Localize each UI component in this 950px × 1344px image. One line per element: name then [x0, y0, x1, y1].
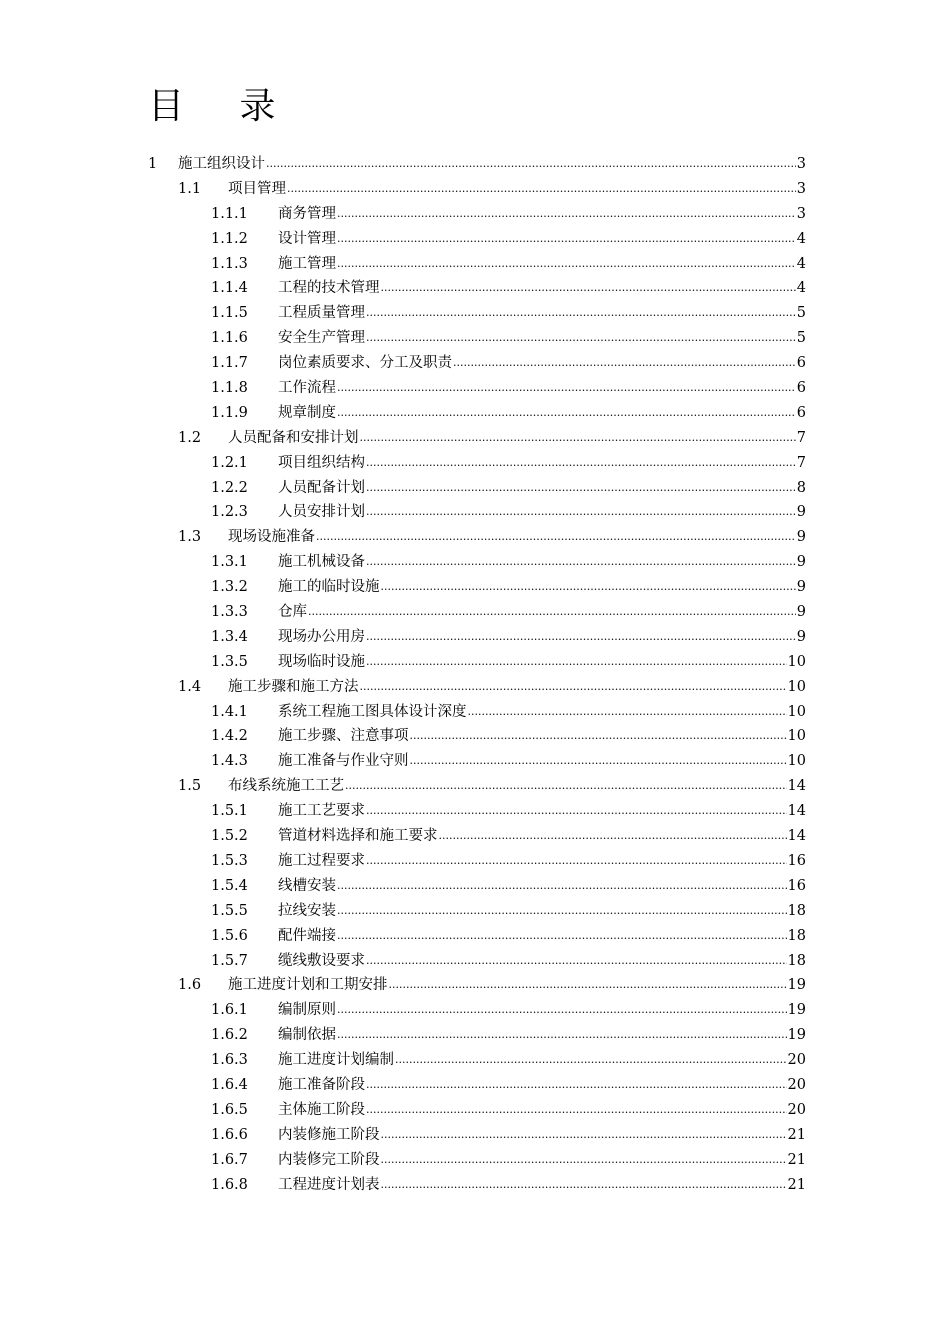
- toc-dot-leader: [266, 152, 796, 177]
- toc-dot-leader: [381, 1148, 787, 1173]
- toc-entry[interactable]: [0, 252, 950, 277]
- toc-entry-number: 1.2.3: [211, 504, 248, 521]
- toc-entry-page: 4: [796, 255, 806, 272]
- toc-entry-line: [278, 1123, 806, 1149]
- toc-entry-page: 16: [787, 877, 806, 894]
- toc-entry-line: [278, 824, 806, 850]
- toc-entry-page: 16: [787, 852, 806, 869]
- toc-dot-leader: [395, 1048, 787, 1073]
- toc-entry-page: 21: [787, 1126, 806, 1143]
- toc-dot-leader: [410, 724, 787, 749]
- toc-entry-text: 拉线安装: [278, 902, 336, 919]
- toc-entry-number: 1.6.1: [211, 1002, 248, 1019]
- toc-dot-leader: [468, 700, 787, 725]
- toc-entry-page: 14: [787, 778, 806, 795]
- toc-entry[interactable]: [0, 426, 950, 451]
- toc-entry-number: 1.4.2: [211, 728, 248, 745]
- toc-entry[interactable]: [0, 749, 950, 774]
- toc-dot-leader: [389, 973, 787, 998]
- toc-dot-leader: [337, 874, 787, 899]
- toc-entry[interactable]: [0, 849, 950, 874]
- toc-entry-line: [278, 700, 806, 726]
- toc-entry-line: [278, 376, 806, 402]
- toc-entry-text: 布线系统施工工艺: [228, 778, 344, 795]
- toc-entry[interactable]: [0, 1098, 950, 1123]
- toc-entry-line: [278, 276, 806, 302]
- toc-entry-number: 1.4.3: [211, 753, 248, 770]
- toc-dot-leader: [381, 575, 796, 600]
- toc-dot-leader: [337, 899, 787, 924]
- toc-entry-text: 人员安排计划: [278, 504, 365, 521]
- toc-entry-text: 施工过程要求: [278, 852, 365, 869]
- toc-entry-number: 1.1: [178, 180, 202, 197]
- toc-entry-number: 1.4.1: [211, 703, 248, 720]
- toc-dot-leader: [337, 227, 796, 252]
- toc-dot-leader: [453, 351, 796, 376]
- toc-entry-line: [278, 252, 806, 278]
- toc-dot-leader: [366, 301, 796, 326]
- toc-dot-leader: [366, 1073, 787, 1098]
- toc-entry-line: [278, 949, 806, 975]
- toc-entry[interactable]: [0, 476, 950, 501]
- toc-dot-leader: [366, 1098, 787, 1123]
- toc-dot-leader: [337, 1023, 787, 1048]
- toc-entry-line: [228, 774, 806, 800]
- toc-entry-text: 内装修完工阶段: [278, 1151, 380, 1168]
- toc-entry-text: 内装修施工阶段: [278, 1126, 380, 1143]
- toc-entry-page: 9: [796, 554, 806, 571]
- toc-entry-page: 18: [787, 952, 806, 969]
- toc-entry-number: 1.1.7: [211, 355, 248, 372]
- toc-entry-text: 安全生产管理: [278, 330, 365, 347]
- toc-entry[interactable]: [0, 774, 950, 799]
- toc-dot-leader: [366, 625, 796, 650]
- toc-dot-leader: [366, 550, 796, 575]
- toc-entry[interactable]: [0, 177, 950, 202]
- toc-entry-page: 9: [796, 504, 806, 521]
- toc-entry[interactable]: [0, 924, 950, 949]
- toc-entry-line: [278, 202, 806, 228]
- toc-entry[interactable]: [0, 1023, 950, 1048]
- toc-entry-page: 10: [787, 653, 806, 670]
- toc-entry-text: 编制原则: [278, 1002, 336, 1019]
- toc-entry-line: [278, 724, 806, 750]
- toc-dot-leader: [287, 177, 796, 202]
- toc-entry-number: 1.5.4: [211, 877, 248, 894]
- toc-entry[interactable]: [0, 1073, 950, 1098]
- toc-entry[interactable]: [0, 600, 950, 625]
- toc-entry-line: [278, 924, 806, 950]
- toc-entry[interactable]: [0, 500, 950, 525]
- toc-entry-page: 14: [787, 828, 806, 845]
- toc-entry[interactable]: [0, 1148, 950, 1173]
- toc-dot-leader: [345, 774, 787, 799]
- toc-entry[interactable]: [0, 998, 950, 1023]
- toc-entry-page: 19: [787, 977, 806, 994]
- toc-entry-number: 1.6: [178, 977, 202, 994]
- toc-entry-page: 9: [796, 628, 806, 645]
- toc-entry-line: [228, 973, 806, 999]
- toc-dot-leader: [366, 500, 796, 525]
- toc-entry-line: [278, 749, 806, 775]
- toc-entry-text: 人员配备计划: [278, 479, 365, 496]
- toc-entry-number: 1.2: [178, 429, 202, 446]
- toc-entry-line: [278, 476, 806, 502]
- toc-entry-text: 规章制度: [278, 404, 336, 421]
- toc-entry-page: 6: [796, 404, 806, 421]
- toc-entry[interactable]: [0, 949, 950, 974]
- toc-dot-leader: [366, 799, 787, 824]
- toc-dot-leader: [410, 749, 787, 774]
- toc-entry[interactable]: [0, 376, 950, 401]
- toc-entry-page: 21: [787, 1151, 806, 1168]
- toc-entry-page: 20: [787, 1052, 806, 1069]
- toc-entry-line: [278, 451, 806, 477]
- toc-entry-line: [278, 1098, 806, 1124]
- toc-entry-line: [278, 600, 806, 626]
- toc-entry-text: 施工的临时设施: [278, 579, 380, 596]
- toc-dot-leader: [337, 924, 787, 949]
- toc-entry-number: 1.3: [178, 529, 202, 546]
- toc-entry-number: 1.3.3: [211, 604, 248, 621]
- toc-entry-text: 现场设施准备: [228, 529, 315, 546]
- toc-entry-page: 6: [796, 355, 806, 372]
- toc-list: [0, 152, 950, 1197]
- toc-entry-page: 20: [787, 1076, 806, 1093]
- toc-dot-leader: [366, 451, 796, 476]
- toc-entry-line: [278, 625, 806, 651]
- toc-entry-line: [278, 326, 806, 352]
- toc-entry-text: 缆线敷设要求: [278, 952, 365, 969]
- toc-entry-page: 14: [787, 803, 806, 820]
- toc-entry[interactable]: [0, 202, 950, 227]
- toc-entry-text: 编制依据: [278, 1027, 336, 1044]
- toc-entry-line: [228, 426, 806, 452]
- toc-entry-text: 线槽安装: [278, 877, 336, 894]
- toc-entry-page: 18: [787, 927, 806, 944]
- toc-entry-text: 项目组织结构: [278, 454, 365, 471]
- toc-dot-leader: [337, 252, 796, 277]
- toc-entry-text: 现场办公用房: [278, 628, 365, 645]
- toc-entry-number: 1.2.1: [211, 454, 248, 471]
- toc-entry-page: 18: [787, 902, 806, 919]
- toc-entry-line: [228, 525, 806, 551]
- toc-dot-leader: [337, 998, 787, 1023]
- toc-entry-page: 10: [787, 703, 806, 720]
- toc-entry-text: 施工进度计划和工期安排: [228, 977, 388, 994]
- toc-dot-leader: [337, 202, 796, 227]
- toc-dot-leader: [381, 1123, 787, 1148]
- toc-entry-line: [278, 1173, 806, 1199]
- toc-entry-line: [278, 500, 806, 526]
- toc-entry-text: 施工准备与作业守则: [278, 753, 409, 770]
- toc-dot-leader: [360, 675, 787, 700]
- toc-entry-line: [278, 1023, 806, 1049]
- toc-entry-line: [278, 998, 806, 1024]
- toc-entry-page: 6: [796, 380, 806, 397]
- toc-entry-number: 1.6.7: [211, 1151, 248, 1168]
- toc-entry-number: 1.6.3: [211, 1052, 248, 1069]
- toc-entry-number: 1.5: [178, 778, 202, 795]
- toc-entry-line: [278, 1048, 806, 1074]
- toc-entry-number: 1.1.9: [211, 404, 248, 421]
- toc-entry-line: [278, 575, 806, 601]
- toc-entry-page: 4: [796, 230, 806, 247]
- toc-entry-number: 1.1.4: [211, 280, 248, 297]
- toc-entry-text: 项目管理: [228, 180, 286, 197]
- toc-entry-page: 4: [796, 280, 806, 297]
- toc-entry-text: 工程的技术管理: [278, 280, 380, 297]
- toc-entry[interactable]: [0, 276, 950, 301]
- toc-entry-number: 1.3.1: [211, 554, 248, 571]
- toc-entry-line: [278, 849, 806, 875]
- toc-entry-number: 1.1.6: [211, 330, 248, 347]
- toc-title: 目 录: [148, 86, 298, 127]
- toc-entry-page: 5: [796, 305, 806, 322]
- toc-dot-leader: [366, 949, 787, 974]
- toc-entry[interactable]: [0, 152, 950, 177]
- toc-entry-text: 工作流程: [278, 380, 336, 397]
- toc-entry-number: 1.1.1: [211, 205, 248, 222]
- toc-entry-line: [278, 550, 806, 576]
- toc-dot-leader: [381, 1173, 787, 1198]
- toc-entry-number: 1.5.1: [211, 803, 248, 820]
- toc-entry-text: 现场临时设施: [278, 653, 365, 670]
- toc-entry-number: 1.5.5: [211, 902, 248, 919]
- toc-entry-page: 5: [796, 330, 806, 347]
- toc-entry[interactable]: [0, 973, 950, 998]
- toc-entry-text: 系统工程施工图具体设计深度: [278, 703, 467, 720]
- toc-dot-leader: [366, 650, 787, 675]
- toc-entry-line: [278, 401, 806, 427]
- toc-entry-number: 1.6.2: [211, 1027, 248, 1044]
- toc-entry[interactable]: [0, 1123, 950, 1148]
- toc-dot-leader: [360, 426, 796, 451]
- toc-entry-number: 1.6.8: [211, 1176, 248, 1193]
- toc-entry-page: 7: [796, 454, 806, 471]
- toc-entry-page: 8: [796, 479, 806, 496]
- toc-entry-text: 工程进度计划表: [278, 1176, 380, 1193]
- toc-entry-line: [278, 899, 806, 925]
- toc-dot-leader: [366, 326, 796, 351]
- toc-entry-page: 7: [796, 429, 806, 446]
- toc-entry-line: [278, 301, 806, 327]
- toc-entry-text: 设计管理: [278, 230, 336, 247]
- toc-entry-text: 施工组织设计: [178, 156, 265, 172]
- toc-entry-number: 1: [148, 156, 158, 172]
- toc-entry[interactable]: [0, 824, 950, 849]
- toc-entry-line: [278, 227, 806, 253]
- toc-entry-text: 工程质量管理: [278, 305, 365, 322]
- toc-entry-line: [278, 351, 806, 377]
- toc-entry-number: 1.6.5: [211, 1101, 248, 1118]
- toc-entry-page: 21: [787, 1176, 806, 1193]
- toc-dot-leader: [439, 824, 787, 849]
- toc-entry-number: 1.1.2: [211, 230, 248, 247]
- toc-entry[interactable]: [0, 1048, 950, 1073]
- toc-entry-line: [228, 675, 806, 701]
- toc-entry[interactable]: [0, 675, 950, 700]
- toc-entry[interactable]: [0, 227, 950, 252]
- toc-entry[interactable]: [0, 575, 950, 600]
- toc-entry[interactable]: [0, 525, 950, 550]
- toc-entry-page: 19: [787, 1002, 806, 1019]
- toc-entry-number: 1.3.5: [211, 653, 248, 670]
- toc-entry[interactable]: [0, 625, 950, 650]
- toc-entry-text: 岗位素质要求、分工及职责: [278, 355, 452, 372]
- toc-dot-leader: [337, 401, 796, 426]
- toc-entry-line: [278, 1073, 806, 1099]
- toc-entry-page: 9: [796, 604, 806, 621]
- toc-entry[interactable]: [0, 301, 950, 326]
- toc-entry[interactable]: [0, 550, 950, 575]
- toc-entry-number: 1.2.2: [211, 479, 248, 496]
- toc-entry-text: 仓库: [278, 604, 307, 621]
- toc-entry-number: 1.3.2: [211, 579, 248, 596]
- toc-entry-text: 施工工艺要求: [278, 803, 365, 820]
- toc-entry-line: [278, 874, 806, 900]
- toc-entry[interactable]: [0, 899, 950, 924]
- toc-entry[interactable]: [0, 799, 950, 824]
- toc-entry-number: 1.5.7: [211, 952, 248, 969]
- toc-entry-text: 配件端接: [278, 927, 336, 944]
- toc-entry[interactable]: [0, 326, 950, 351]
- toc-entry-page: 19: [787, 1027, 806, 1044]
- toc-entry-page: 9: [796, 579, 806, 596]
- toc-entry-page: 10: [787, 728, 806, 745]
- toc-entry[interactable]: [0, 650, 950, 675]
- toc-entry[interactable]: [0, 724, 950, 749]
- toc-entry-page: 20: [787, 1101, 806, 1118]
- toc-entry-number: 1.6.6: [211, 1126, 248, 1143]
- toc-entry-page: 10: [787, 678, 806, 695]
- toc-dot-leader: [308, 600, 796, 625]
- toc-dot-leader: [337, 376, 796, 401]
- toc-entry-page: 3: [796, 156, 806, 172]
- toc-entry-text: 主体施工阶段: [278, 1101, 365, 1118]
- toc-entry-line: [278, 650, 806, 676]
- toc-entry-text: 人员配备和安排计划: [228, 429, 359, 446]
- toc-entry-text: 施工机械设备: [278, 554, 365, 571]
- toc-entry-text: 施工进度计划编制: [278, 1052, 394, 1069]
- toc-dot-leader: [316, 525, 796, 550]
- toc-entry-text: 商务管理: [278, 205, 336, 222]
- toc-entry-text: 管道材料选择和施工要求: [278, 828, 438, 845]
- toc-entry[interactable]: [0, 451, 950, 476]
- toc-entry-page: 3: [796, 205, 806, 222]
- toc-entry-page: 10: [787, 753, 806, 770]
- toc-entry-number: 1.5.6: [211, 927, 248, 944]
- toc-entry-number: 1.5.2: [211, 828, 248, 845]
- toc-entry-page: 3: [796, 180, 806, 197]
- toc-entry[interactable]: [0, 351, 950, 376]
- toc-dot-leader: [381, 276, 796, 301]
- toc-entry-number: 1.1.8: [211, 380, 248, 397]
- toc-entry[interactable]: [0, 700, 950, 725]
- toc-entry-line: [228, 177, 806, 203]
- toc-entry-number: 1.3.4: [211, 628, 248, 645]
- toc-entry-number: 1.1.5: [211, 305, 248, 322]
- toc-dot-leader: [366, 476, 796, 501]
- toc-entry-line: [278, 799, 806, 825]
- toc-entry[interactable]: [0, 1173, 950, 1198]
- toc-entry-number: 1.6.4: [211, 1076, 248, 1093]
- toc-entry-line: [278, 1148, 806, 1174]
- toc-entry-line: [178, 152, 806, 178]
- toc-entry-number: 1.4: [178, 678, 202, 695]
- toc-entry-text: 施工管理: [278, 255, 336, 272]
- toc-entry[interactable]: [0, 874, 950, 899]
- toc-entry-text: 施工步骤和施工方法: [228, 678, 359, 695]
- toc-dot-leader: [366, 849, 787, 874]
- toc-entry-number: 1.1.3: [211, 255, 248, 272]
- toc-entry[interactable]: [0, 401, 950, 426]
- toc-entry-page: 9: [796, 529, 806, 546]
- toc-entry-text: 施工准备阶段: [278, 1076, 365, 1093]
- toc-entry-text: 施工步骤、注意事项: [278, 728, 409, 745]
- toc-entry-number: 1.5.3: [211, 852, 248, 869]
